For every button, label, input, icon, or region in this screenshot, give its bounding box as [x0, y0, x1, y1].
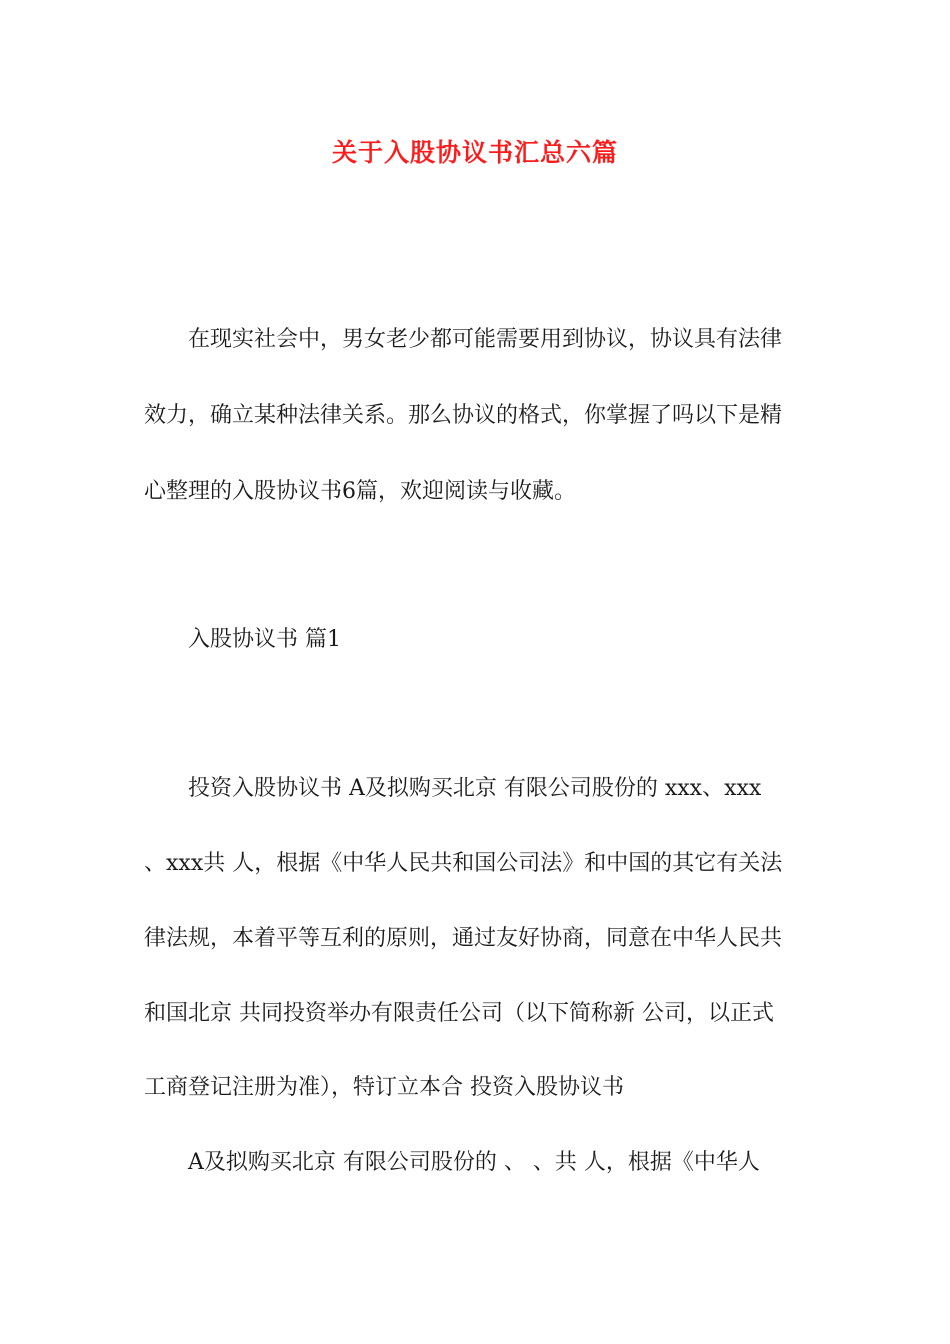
body-line: A及拟购买北京 有限公司股份的 、 、共 人，根据《中华人 [144, 1150, 760, 1175]
section-heading: 入股协议书 篇1 [144, 627, 341, 652]
intro-line: 效力，确立某种法律关系。那么协议的格式，你掌握了吗以下是精 [144, 403, 783, 428]
body-line: 和国北京 共同投资举办有限责任公司（以下简称新 公司，以正式 [144, 1001, 774, 1026]
document-title: 关于入股协议书汇总六篇 [331, 138, 618, 167]
intro-line: 心整理的入股协议书6篇，欢迎阅读与收藏。 [144, 479, 576, 504]
body-line: 投资入股协议书 A及拟购买北京 有限公司股份的 xxx、xxx [144, 776, 762, 801]
body-line: 工商登记注册为准），特订立本合 投资入股协议书 [144, 1075, 624, 1100]
body-line: 律法规，本着平等互利的原则，通过友好协商，同意在中华人民共 [144, 926, 783, 951]
body-line: 、xxx共 人，根据《中华人民共和国公司法》和中国的其它有关法 [144, 851, 783, 876]
intro-line: 在现实社会中，男女老少都可能需要用到协议，协议具有法律 [144, 327, 783, 352]
